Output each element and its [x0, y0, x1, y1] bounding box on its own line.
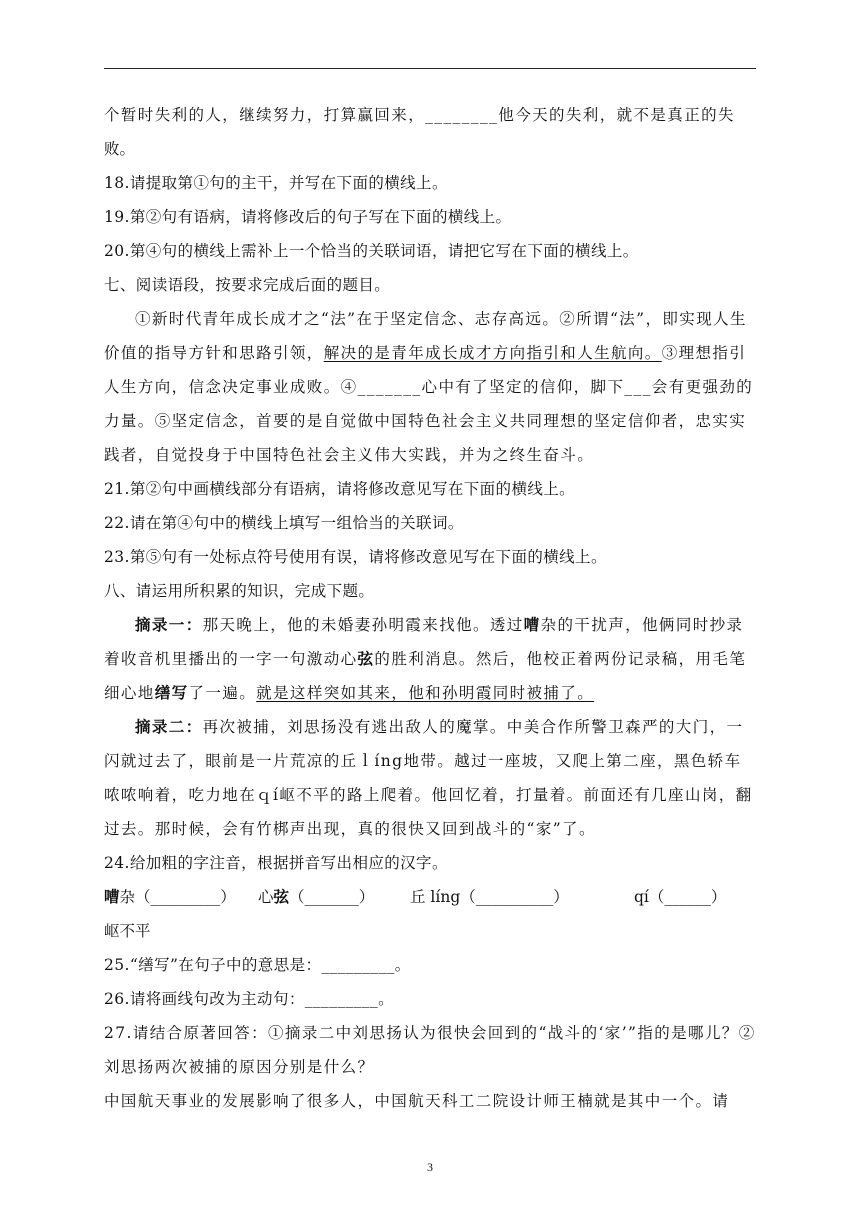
bold-word-xian: 弦 [357, 649, 375, 668]
next-passage-intro: 中国航天事业的发展影响了很多人，中国航天科工二院设计师王楠就是其中一个。请 [104, 1092, 730, 1110]
passage6-line2: 败。 [104, 140, 136, 158]
section7-passage [104, 302, 758, 472]
bold-word-shanxie: 缮写 [154, 683, 189, 702]
excerpt-1-text: 的胜利消息。然后，他校正着两份记录稿，用毛笔细心地 [104, 650, 747, 702]
excerpt-1-underlined-sentence: 就是这样突如其来，他和孙明霞同时被捕了。 [256, 684, 595, 702]
section7-underlined-sentence: 解决的是青年成长成才方向指引和人生航向。 [323, 344, 662, 362]
excerpt-2-text: 再次被捕，刘思扬没有逃出敌人的魔掌。中美合作所警卫森严的大门，一闪就过去了，眼前是一片荒凉的丘ｌíng地带。越过一座坡，又爬上第二座，黑色轿车哝哝响着，吃力地在ｑí岖不平的路上爬着。他回忆着，打量着。前面还有几座山岗，翻过去。那时候，会有竹梆声出现，真的很快又回到战斗的“家”了。 [104, 718, 753, 838]
q24-item-2-bold: 弦 [273, 887, 290, 906]
q24-item-1-blank: 杂（_________） [119, 888, 236, 906]
question-20: 20.第④句的横线上需补上一个恰当的关联词语，请把它写在下面的横线上。 [104, 242, 639, 260]
question-27: 27.请结合原著回答：①摘录二中刘思扬认为很快会回到的“战斗的‘家’”指的是哪儿？②刘思扬两次被捕的原因分别是什么？ [104, 1024, 756, 1076]
section7-passage-b: ③理想指引人生方向，信念决定事业成败。④_______心中有了坚定的信仰，脚下___会有更强劲的力量。⑤坚定信念，首要的是自觉做中国特色社会主义共同理想的坚定信仰者，忠实实践者，自觉投身于中国特色社会主义伟大实践，并为之终生奋斗。 [104, 344, 754, 464]
q24-item-2 [258, 880, 410, 914]
excerpt-1-text: 杂的干扰声，他俩同时抄录着收音机里播出的一字一句激动心 [104, 616, 744, 668]
question-25: 25.“缮写”在句子中的意思是：_________。 [104, 956, 411, 974]
question-24-answer-row [104, 880, 758, 914]
document-body [104, 98, 758, 1118]
page-number: 3 [427, 1160, 433, 1174]
question-24: 24.给加粗的字注音，根据拼音写出相应的汉字。 [104, 854, 448, 872]
question-18: 18.请提取第①句的主干，并写在下面的横线上。 [104, 174, 448, 192]
question-26: 26.请将画线句改为主动句：_________。 [104, 990, 395, 1008]
q24-item-3: 丘 líng（__________） [410, 888, 569, 906]
header-rule [104, 68, 756, 69]
question-22: 22.请在第④句中的横线上填写一组恰当的关联词。 [104, 514, 464, 532]
q24-item-2-pre: 心 [258, 888, 274, 906]
excerpt-1-text: 了一遍。 [188, 684, 257, 702]
q24-item-4-continuation: 岖不平 [104, 922, 151, 940]
excerpt-1-label: 摘录一： [135, 615, 203, 634]
question-19: 19.第②句有语病，请将修改后的句子写在下面的横线上。 [104, 208, 512, 226]
q24-item-1 [104, 880, 258, 914]
q24-item-2-blank: （_______） [289, 888, 375, 906]
bold-word-cao: 嘈 [523, 615, 541, 634]
excerpt-1-text: 那天晚上，他的未婚妻孙明霞来找他。透过 [202, 616, 524, 634]
excerpt-2 [104, 710, 758, 846]
section8-heading: 八、请运用所积累的知识，完成下题。 [104, 582, 375, 600]
question-21: 21.第②句中画横线部分有语病，请将修改意见写在下面的横线上。 [104, 480, 576, 498]
question-23: 23.第⑤句有一处标点符号使用有误，请将修改意见写在下面的横线上。 [104, 548, 607, 566]
q24-item-1-bold: 嘈 [104, 887, 120, 906]
section7-passage-a: ①新时代青年成长成才之“法”在于坚定信念、志存高远。②所谓“法”，即实现人生价值的指导方针和思路引领， [104, 310, 747, 362]
excerpt-1 [104, 608, 758, 710]
section7-heading: 七、阅读语段，按要求完成后面的题目。 [104, 276, 391, 294]
excerpt-2-label: 摘录二： [135, 717, 203, 736]
passage6-line1: 个暂时失利的人，继续努力，打算赢回来，________他今天的失利，就不是真正的失 [104, 106, 735, 124]
q24-item-4: qí（______） [634, 888, 727, 906]
